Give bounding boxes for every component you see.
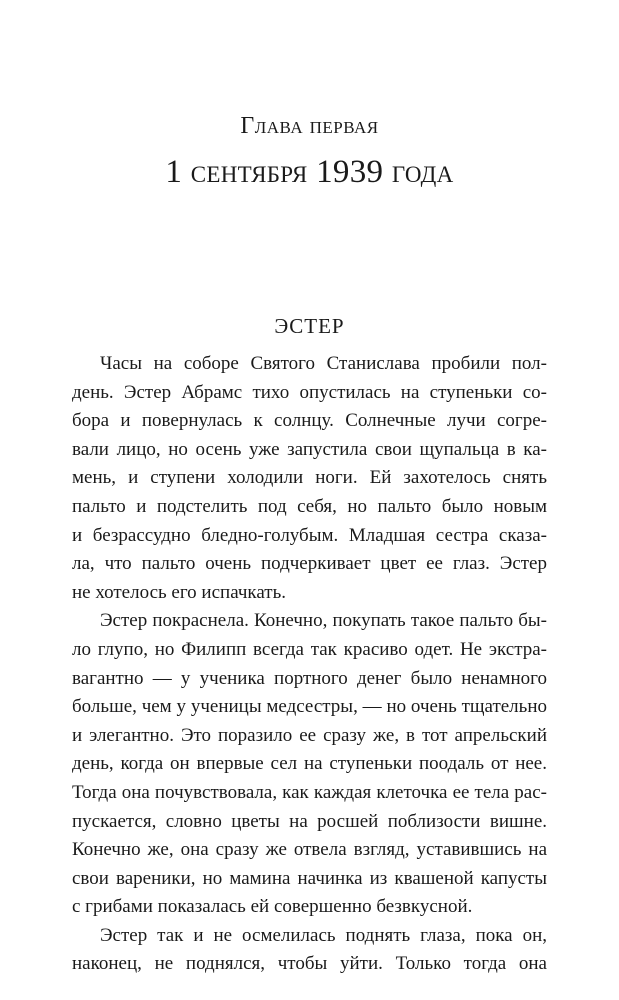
text-line: день, когда он впервые сел на ступеньки поодаль от нее. — [72, 753, 547, 775]
text-line: не хотелось его испачкать. — [72, 581, 287, 603]
chapter-label: Глава первая — [240, 113, 379, 139]
text-line: Эстер покраснела. Конечно, покупать такое пальто бы- — [100, 610, 547, 632]
text-line: Эстер так и не осмелилась поднять глаза, пока он, — [100, 924, 547, 946]
text-line: вали лицо, но осень уже запустила свои щупальца в ка- — [72, 438, 547, 460]
text-line: ла, что пальто очень подчеркивает цвет ее глаз. Эстер — [72, 553, 547, 575]
text-line: пускается, словно цветы на росшей поблизости вишне. — [72, 810, 547, 832]
text-line: вагантно — у ученика портного денег было ненамного — [72, 667, 547, 689]
chapter-title: 1 сентября 1939 года — [165, 154, 454, 190]
body-text — [72, 350, 547, 979]
text-line: ло глупо, но Филипп всегда так красиво одет. Не экстра- — [72, 638, 547, 660]
text-line: и элегантно. Это поразило ее сразу же, в тот апрельский — [72, 724, 547, 746]
text-line: Часы на соборе Святого Станислава пробили пол- — [100, 353, 547, 374]
text-line: день. Эстер Абрамс тихо опустилась на ступеньки со- — [72, 381, 547, 403]
text-line: пальто и подстелить под себя, но пальто было новым — [72, 495, 547, 517]
text-line: с грибами показалась ей совершенно безвкусной. — [72, 896, 473, 918]
text-line: свои вареники, но мамина начинка из квашеной капусты — [72, 867, 547, 889]
text-line: Конечно же, она сразу же отвела взгляд, уставившись на — [72, 839, 547, 861]
text-line: больше, чем у ученицы медсестры, — но очень тщательно — [72, 696, 547, 718]
text-line: и безрассудно бледно-голубым. Младшая сестра сказа- — [72, 524, 547, 546]
section-heading: ЭСТЕР — [274, 314, 345, 338]
text-line: бора и повернулась к солнцу. Солнечные лучи согре- — [72, 410, 547, 432]
text-line: мень, и ступени холодили ноги. Ей захотелось снять — [72, 467, 547, 489]
text-line: Тогда она почувствовала, как каждая клеточка ее тела рас- — [72, 781, 547, 803]
text-line: наконец, не поднялся, чтобы уйти. Только тогда она — [72, 953, 547, 975]
